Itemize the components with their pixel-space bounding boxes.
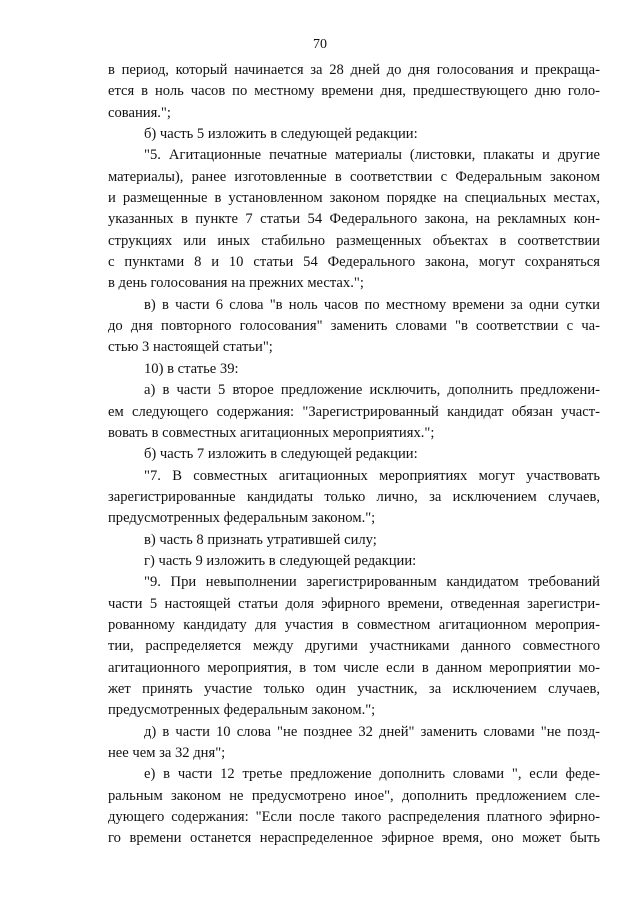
text-line: рованному кандидату для участия в совместном агитационном мероприя- <box>108 616 600 633</box>
text-line: в день голосования на прежних местах."; <box>108 275 364 292</box>
text-line: в период, который начинается за 28 дней до дня голосования и прекраща- <box>108 62 600 78</box>
text-line: ется в ноль часов по местному времени дня, предшествующего дню голо- <box>108 83 600 100</box>
text-line: предусмотренных федеральным законом."; <box>108 702 376 719</box>
text-line: части 5 настоящей статьи доля эфирного времени, отведенная зарегистри- <box>108 595 600 612</box>
text-line: го времени останется нераспределенное эфирное время, оно может быть <box>108 830 600 847</box>
text-line: зарегистрированные кандидаты только лично, за исключением случаев, <box>108 488 600 505</box>
page-number: 70 <box>313 37 327 52</box>
text-line: нее чем за 32 дня"; <box>108 745 226 761</box>
text-line: "5. Агитационные печатные материалы (листовки, плакаты и другие <box>144 147 600 164</box>
text-line: жет принять участие только один участник, за исключением случаев, <box>108 680 600 697</box>
text-line: г) часть 9 изложить в следующей редакции: <box>144 552 417 569</box>
text-line: указанных в пункте 7 статьи 54 Федерального закона, на рекламных кон- <box>108 211 600 228</box>
text-line: а) в части 5 второе предложение исключить, дополнить предложени- <box>144 382 600 399</box>
document-body <box>108 60 600 850</box>
text-line: д) в части 10 слова "не позднее 32 дней" заменить словами "не позд- <box>144 723 600 740</box>
text-line: "9. При невыполнении зарегистрированным кандидатом требований <box>144 574 600 591</box>
text-line: б) часть 7 изложить в следующей редакции: <box>144 446 418 463</box>
text-line: агитационного мероприятия, в том числе если в данном мероприятии мо- <box>108 659 600 676</box>
text-line: дующего содержания: "Если после такого распределения платного эфирно- <box>108 809 600 826</box>
text-line: вовать в совместных агитационных мероприятиях."; <box>108 424 435 441</box>
text-line: струкциях или иных стабильно размещенных объектах в соответствии <box>108 232 600 249</box>
text-line: материалы), ранее изготовленные в соответствии с Федеральным законом <box>108 168 600 185</box>
text-line: с пунктами 8 и 10 статьи 54 Федерального закона, могут сохраняться <box>108 254 600 271</box>
text-line: и размещенные в установленном законом порядке на специальных местах, <box>108 190 600 207</box>
text-line: ем следующего содержания: "Зарегистрированный кандидат обязан участ- <box>108 403 600 420</box>
text-line: предусмотренных федеральным законом."; <box>108 510 376 527</box>
text-line: "7. В совместных агитационных мероприятиях могут участвовать <box>144 467 600 484</box>
text-line: б) часть 5 изложить в следующей редакции: <box>144 126 418 143</box>
text-line: в) в части 6 слова "в ноль часов по местному времени за одни сутки <box>144 296 600 313</box>
text-line: ральным законом не предусмотрено иное", дополнить предложением сле- <box>108 787 600 804</box>
text-line: 10) в статье 39: <box>144 360 239 377</box>
text-line: е) в части 12 третье предложение дополнить словами ", если феде- <box>144 766 600 783</box>
text-line: в) часть 8 признать утратившей силу; <box>144 531 377 548</box>
text-line: стью 3 настоящей статьи"; <box>108 339 273 356</box>
text-line: сования."; <box>108 104 171 121</box>
text-line: тии, распределяется между другими участниками данного совместного <box>108 638 600 655</box>
text-line: до дня повторного голосования" заменить словами "в соответствии с ча- <box>108 318 600 335</box>
